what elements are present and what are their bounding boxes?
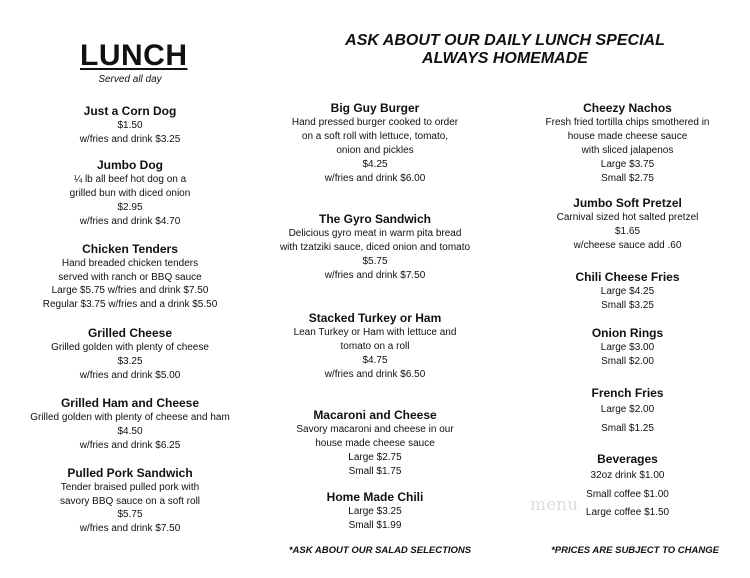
menu-item-detail: Small $1.25 [601, 422, 654, 434]
menu-item-detail: Large $2.75 [348, 452, 402, 463]
menu-item-detail: with sliced jalapenos [581, 145, 674, 156]
menu-subtitle: Served all day [98, 74, 162, 85]
menu-item-detail: w/fries and drink $6.00 [324, 173, 426, 184]
menu-item-detail: Hand breaded chicken tenders [61, 258, 199, 269]
menu-item-detail: Large coffee $1.50 [585, 507, 670, 518]
menu-item [250, 101, 500, 186]
menu-item-detail: w/fries and drink $6.25 [79, 440, 181, 451]
menu-item-detail: $2.95 [117, 202, 143, 213]
menu-item-detail: Large $5.75 w/fries and drink $7.50 [51, 285, 209, 296]
menu-item-detail: Fresh fried tortilla chips smothered in [545, 117, 710, 128]
special-heading-line2: ALWAYS HOMEMADE [422, 50, 588, 67]
menu-item-detail: Lean Turkey or Ham with lettuce and [293, 327, 457, 338]
menu-item-detail: $1.65 [614, 226, 641, 237]
menu-item-detail: house made cheese sauce [315, 438, 435, 449]
watermark-logo: menu [530, 495, 579, 515]
menu-item-detail: onion and pickles [336, 145, 414, 156]
menu-item [250, 311, 500, 382]
menu-item-detail: w/fries and drink $3.25 [79, 134, 181, 145]
menu-item [5, 396, 255, 453]
menu-item-detail: w/fries and drink $6.50 [324, 369, 426, 380]
menu-item-detail: with tzatziki sauce, diced onion and tomato [279, 242, 471, 253]
menu-item-detail: $5.75 [117, 509, 143, 520]
menu-item-detail: Small $3.25 [601, 300, 654, 311]
menu-item-detail: Large $4.25 [600, 286, 655, 297]
menu-item-detail: $5.75 [362, 256, 388, 267]
menu-item-detail: house made cheese sauce [567, 131, 688, 142]
menu-item-detail: Grilled golden with plenty of cheese [51, 342, 209, 353]
menu-item-detail: w/cheese sauce add .60 [573, 240, 682, 251]
menu-item-detail: Large $3.25 [348, 506, 402, 517]
menu-item-name: Just a Corn Dog [83, 104, 177, 118]
menu-item-detail: Hand pressed burger cooked to order [291, 117, 459, 128]
menu-item-detail: savory BBQ sauce on a soft roll [59, 495, 201, 507]
menu-item-detail: Tender braised pulled pork with [60, 482, 200, 493]
menu-item-detail: Small $2.00 [601, 356, 654, 367]
menu-item-detail: ¼ lb all beef hot dog on a [73, 174, 187, 185]
menu-item-detail: $4.75 [362, 355, 388, 366]
menu-item-name: Grilled Ham and Cheese [60, 396, 200, 410]
menu-item-detail: Regular $3.75 w/fries and a drink $5.50 [42, 298, 218, 310]
menu-item [510, 270, 745, 313]
menu-item-detail: Delicious gyro meat in warm pita bread [288, 228, 462, 239]
menu-item-name: French Fries [591, 386, 664, 400]
menu-item-detail: on a soft roll with lettuce, tomato, [301, 131, 449, 142]
menu-item-name: Jumbo Dog [97, 158, 163, 172]
menu-item-detail: Large $3.75 [600, 159, 655, 170]
salad-note: *ASK ABOUT OUR SALAD SELECTIONS [288, 545, 472, 556]
menu-item [5, 158, 255, 229]
menu-item-detail: Small $1.99 [348, 520, 402, 531]
menu-item-detail: Small $1.75 [348, 466, 402, 477]
menu-item-name: Beverages [597, 452, 658, 466]
menu-item-detail: $4.50 [117, 426, 143, 437]
menu-item-detail: w/fries and drink $4.70 [79, 216, 181, 227]
menu-item [5, 466, 255, 535]
menu-item-detail: $1.50 [117, 120, 143, 131]
menu-item [250, 212, 500, 283]
menu-item [5, 104, 255, 147]
menu-item-name: Chicken Tenders [82, 242, 178, 256]
menu-title: LUNCH [80, 39, 188, 72]
menu-item [510, 326, 745, 369]
menu-item-name: The Gyro Sandwich [318, 212, 432, 226]
menu-item-detail: Large $2.00 [600, 404, 655, 415]
menu-item-detail: Small coffee $1.00 [586, 488, 669, 500]
menu-item-name: Stacked Turkey or Ham [308, 311, 442, 325]
menu-item [5, 326, 255, 383]
special-heading-line1: ASK ABOUT OUR DAILY LUNCH SPECIAL [345, 32, 665, 49]
menu-item-name: Grilled Cheese [87, 326, 173, 340]
menu-item-detail: w/fries and drink $7.50 [324, 270, 426, 281]
menu-item-detail: Carnival sized hot salted pretzel [556, 212, 699, 223]
menu-item-detail: tomato on a roll [340, 341, 410, 352]
menu-item [510, 101, 745, 186]
menu-item-detail: Savory macaroni and cheese in our [296, 424, 454, 435]
menu-item-name: Home Made Chili [326, 490, 424, 504]
menu-item-name: Big Guy Burger [330, 101, 420, 115]
menu-item-detail: $4.25 [362, 159, 388, 170]
menu-item-detail: Small $2.75 [601, 173, 654, 184]
menu-item [510, 196, 745, 253]
menu-item-name: Pulled Pork Sandwich [67, 466, 193, 480]
price-note: *PRICES ARE SUBJECT TO CHANGE [551, 545, 719, 556]
menu-item-detail: w/fries and drink $7.50 [79, 522, 181, 534]
menu-item-name: Cheezy Nachos [583, 101, 672, 115]
menu-item-detail: served with ranch or BBQ sauce [58, 271, 202, 283]
menu-item-detail: $3.25 [117, 356, 143, 367]
menu-item-name: Chili Cheese Fries [575, 270, 680, 284]
menu-item [250, 490, 500, 533]
menu-item [510, 386, 745, 438]
menu-item-detail: w/fries and drink $5.00 [79, 370, 181, 381]
menu-item-name: Macaroni and Cheese [313, 408, 437, 422]
menu-item [5, 242, 255, 311]
menu-item-name: Jumbo Soft Pretzel [573, 196, 682, 210]
menu-item-detail: Large $3.00 [600, 342, 655, 353]
menu-item-detail: 32oz drink $1.00 [590, 470, 665, 481]
menu-item-detail: Grilled golden with plenty of cheese and ham [30, 412, 230, 423]
menu-item-name: Onion Rings [591, 326, 664, 340]
menu-item [250, 408, 500, 479]
menu-item-detail: grilled bun with diced onion [69, 188, 191, 199]
